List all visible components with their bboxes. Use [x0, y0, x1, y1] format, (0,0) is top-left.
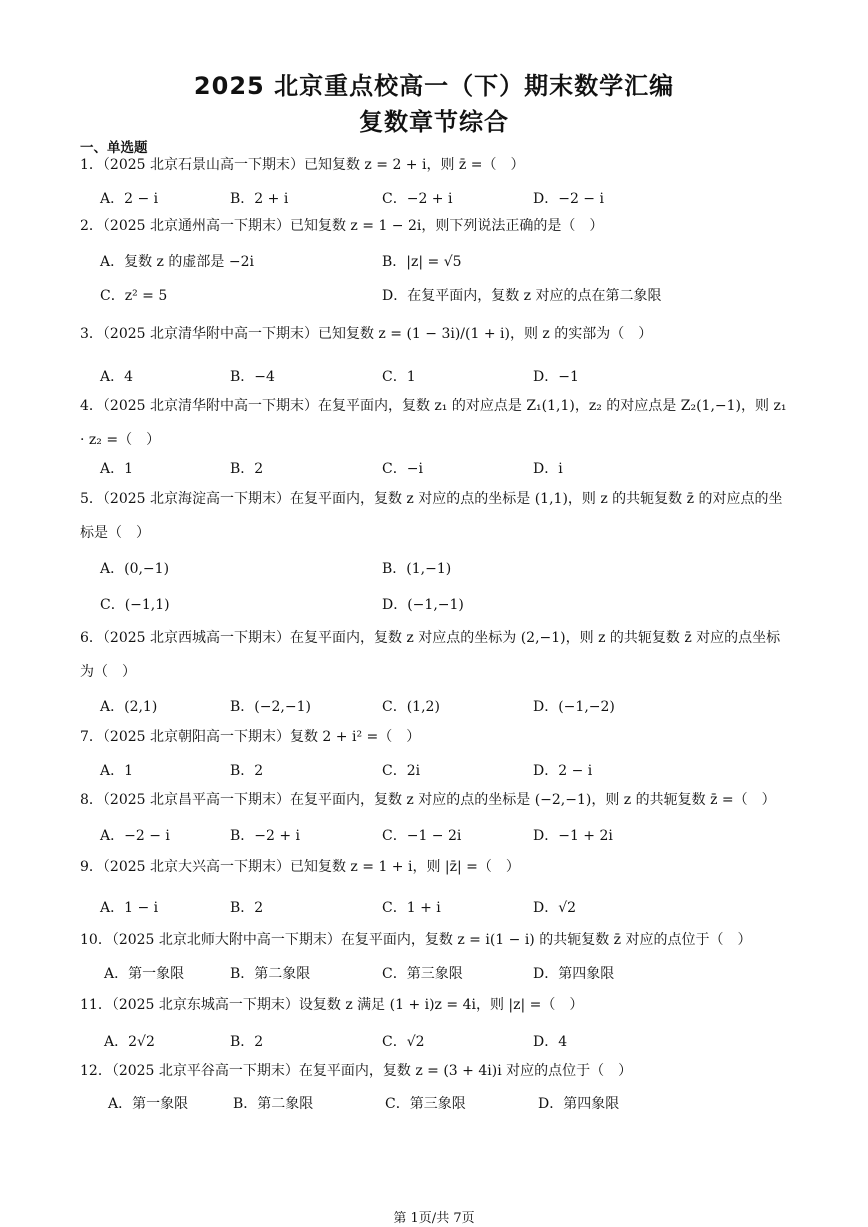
page-title: 2025 北京重点校高一（下）期末数学汇编: [193, 72, 675, 100]
question-10-stem: 10．（2025 北京北师大附中高一下期末）在复平面内，复数 z = i(1 − i) 的共轭复数 z̄ 对应的点位于（ ）: [80, 932, 752, 948]
question-10-option-a: A．第一象限: [104, 966, 185, 982]
question-4-option-a: A．1: [100, 461, 134, 477]
question-1-stem: 1．（2025 北京石景山高一下期末）已知复数 z = 2 + i，则 z̄ =（ ）: [80, 157, 525, 173]
question-5-option-a: A．(0,−1): [100, 561, 170, 577]
question-2-option-a: A．复数 z 的虚部是 −2i: [100, 254, 254, 270]
question-9-option-c: C．1 + i: [382, 900, 441, 916]
question-1-option-a: A．2 − i: [100, 191, 159, 207]
question-11-option-d: D．4: [533, 1034, 568, 1050]
question-6-option-b: B．(−2,−1): [230, 699, 311, 715]
question-12-option-b: B．第二象限: [233, 1096, 314, 1112]
question-3-option-a: A．4: [100, 369, 134, 385]
page-number-footer: 第 1页/共 7页: [393, 1211, 475, 1226]
question-12-option-a: A．第一象限: [108, 1096, 189, 1112]
question-8-option-b: B．−2 + i: [230, 828, 301, 844]
question-9-option-a: A．1 − i: [100, 900, 159, 916]
question-5-option-c: C．(−1,1): [100, 597, 170, 613]
page-subtitle: 复数章节综合: [359, 108, 509, 136]
question-7-option-a: A．1: [100, 763, 134, 779]
question-6-option-d: D．(−1,−2): [533, 699, 615, 715]
question-2-option-d: D．在复平面内，复数 z 对应的点在第二象限: [382, 288, 662, 304]
question-12-stem: 12．（2025 北京平谷高一下期末）在复平面内，复数 z = (3 + 4i)i 对应的点位于（ ）: [80, 1063, 633, 1079]
question-6-stem: 6．（2025 北京西城高一下期末）在复平面内，复数 z 对应点的坐标为 (2,−1)，则 z 的共轭复数 z̄ 对应的点坐标为（ ）: [80, 630, 781, 680]
question-10-option-c: C．第三象限: [382, 966, 463, 982]
question-3-option-b: B．−4: [230, 369, 275, 385]
question-11-option-c: C．√2: [382, 1034, 425, 1050]
question-5-stem: 5．（2025 北京海淀高一下期末）在复平面内，复数 z 对应的点的坐标是 (1,1)，则 z 的共轭复数 z̄ 的对应点的坐标是（ ）: [80, 491, 783, 541]
question-2-option-b: B．|z| = √5: [382, 254, 462, 270]
question-7-stem: 7．（2025 北京朝阳高一下期末）复数 2 + i² =（ ）: [80, 729, 421, 745]
question-4-option-d: D．i: [533, 461, 563, 477]
question-12-option-d: D．第四象限: [538, 1096, 620, 1112]
question-1-option-c: C．−2 + i: [382, 191, 453, 207]
question-1-option-d: D．−2 − i: [533, 191, 604, 207]
question-3-option-d: D．−1: [533, 369, 579, 385]
question-7-option-d: D．2 − i: [533, 763, 593, 779]
question-9-option-d: D．√2: [533, 900, 577, 916]
question-1-option-b: B．2 + i: [230, 191, 289, 207]
question-8-option-d: D．−1 + 2i: [533, 828, 613, 844]
question-6-option-a: A．(2,1): [100, 699, 158, 715]
question-7-option-c: C．2i: [382, 763, 421, 779]
question-11-stem: 11．（2025 北京东城高一下期末）设复数 z 满足 (1 + i)z = 4i，则 |z| =（ ）: [80, 997, 584, 1013]
question-10-option-d: D．第四象限: [533, 966, 615, 982]
question-11-option-b: B．2: [230, 1034, 264, 1050]
question-2-stem: 2．（2025 北京通州高一下期末）已知复数 z = 1 − 2i，则下列说法正确的是（ ）: [80, 218, 604, 234]
question-9-option-b: B．2: [230, 900, 264, 916]
question-11-option-a: A．2√2: [104, 1034, 155, 1050]
question-3-stem: 3．（2025 北京清华附中高一下期末）已知复数 z = (1 − 3i)/(1 + i)，则 z 的实部为（ ）: [80, 326, 653, 342]
question-2-option-c: C．z² = 5: [100, 288, 168, 304]
question-3-option-c: C．1: [382, 369, 416, 385]
question-4-stem: 4．（2025 北京清华附中高一下期末）在复平面内，复数 z₁ 的对应点是 Z₁(1,1)，z₂ 的对应点是 Z₂(1,−1)，则 z₁ · z₂ =（ ）: [80, 398, 787, 448]
question-5-option-b: B．(1,−1): [382, 561, 452, 577]
question-8-option-c: C．−1 − 2i: [382, 828, 462, 844]
section-heading: 一、单选题: [80, 140, 148, 156]
question-12-option-c: C．第三象限: [385, 1096, 466, 1112]
question-9-stem: 9．（2025 北京大兴高一下期末）已知复数 z = 1 + i，则 |z̄| =（ ）: [80, 859, 520, 875]
question-4-option-b: B．2: [230, 461, 264, 477]
question-7-option-b: B．2: [230, 763, 264, 779]
question-4-option-c: C．−i: [382, 461, 423, 477]
question-10-option-b: B．第二象限: [230, 966, 311, 982]
question-8-stem: 8．（2025 北京昌平高一下期末）在复平面内，复数 z 对应的点的坐标是 (−2,−1)，则 z 的共轭复数 z̄ =（ ）: [80, 792, 776, 808]
question-8-option-a: A．−2 − i: [100, 828, 170, 844]
question-6-option-c: C．(1,2): [382, 699, 440, 715]
question-5-option-d: D．(−1,−1): [382, 597, 464, 613]
